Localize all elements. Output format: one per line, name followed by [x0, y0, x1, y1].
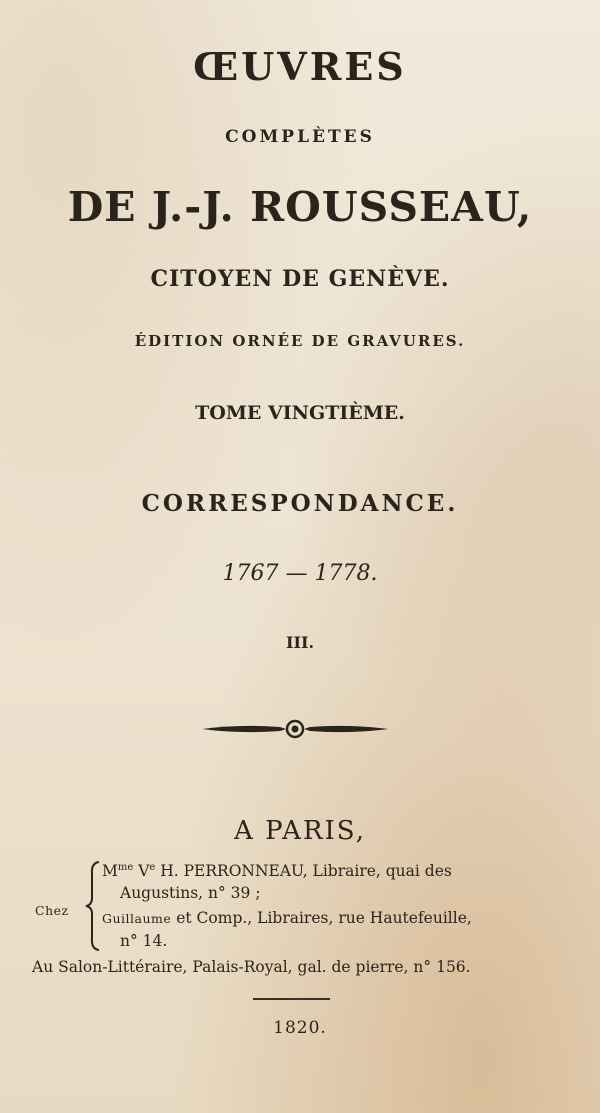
- publication-place: A PARIS,: [234, 816, 366, 846]
- publisher-block: [0, 860, 600, 950]
- edition-note: ÉDITION ORNÉE DE GRAVURES.: [134, 332, 466, 350]
- section-title: CORRESPONDANCE.: [141, 490, 459, 517]
- ornament-divider-icon: [200, 715, 390, 743]
- chez-label: Chez: [35, 903, 69, 918]
- author-description: CITOYEN DE GENÈVE.: [150, 266, 450, 292]
- divider-rule: [253, 998, 330, 1000]
- also-sold-at: Au Salon-Littéraire, Palais-Royal, gal. de pierre, n° 156.: [32, 958, 471, 976]
- part-number: III.: [285, 633, 315, 652]
- publisher-line-2: Augustins, n° 39 ;: [120, 884, 261, 902]
- publisher-line-3: Guillaume et Comp., Libraires, rue Hautefeuille,: [102, 909, 472, 927]
- work-title: ŒUVRES: [193, 44, 407, 89]
- subtitle: COMPLÈTES: [225, 127, 375, 147]
- date-range: 1767 — 1778.: [222, 561, 378, 586]
- publisher-line-4: n° 14.: [120, 932, 168, 950]
- publisher-line-1: $M^{me}$ Ve H. PERRONNEAU, Libraire, quai des: [102, 862, 452, 880]
- volume-number: TOME VINGTIÈME.: [195, 402, 405, 424]
- publication-year: 1820.: [273, 1018, 327, 1038]
- author-name: DE J.-J. ROUSSEAU,: [67, 183, 533, 231]
- brace-icon: [84, 860, 102, 952]
